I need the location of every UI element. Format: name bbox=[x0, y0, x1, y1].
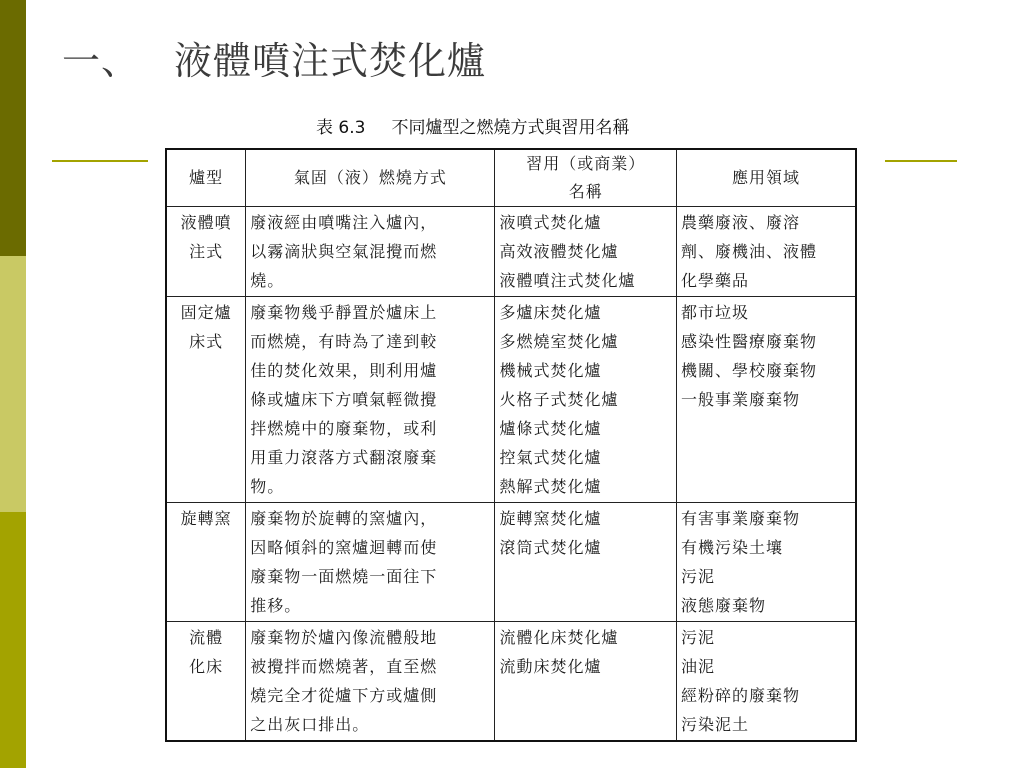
decorative-line-left bbox=[52, 160, 148, 162]
table-row bbox=[166, 297, 856, 503]
cell-names-line: 液體噴注式焚化爐 bbox=[499, 271, 636, 290]
incinerator-table bbox=[165, 148, 857, 742]
cell-names bbox=[495, 622, 676, 742]
header-name-line1: 習用（或商業） bbox=[526, 154, 646, 173]
cell-method-line: 而燃燒，有時為了達到較 bbox=[250, 332, 438, 351]
cell-type-line: 注式 bbox=[189, 242, 224, 261]
cell-names-line: 滾筒式焚化爐 bbox=[499, 538, 602, 557]
cell-type bbox=[166, 297, 246, 503]
cell-names bbox=[495, 297, 676, 503]
cell-names-line: 旋轉窯焚化爐 bbox=[499, 509, 602, 528]
cell-names-line: 熱解式焚化爐 bbox=[499, 477, 602, 496]
cell-fields-line: 農藥廢液、廢溶 bbox=[680, 213, 800, 232]
cell-method-line: 廢棄物於爐內像流體般地 bbox=[250, 628, 438, 647]
table-row bbox=[166, 622, 856, 742]
cell-names-line: 機械式焚化爐 bbox=[499, 361, 602, 380]
cell-method bbox=[246, 503, 495, 622]
header-name bbox=[495, 149, 676, 207]
cell-names-line: 高效液體焚化爐 bbox=[499, 242, 619, 261]
cell-method-line: 之出灰口排出。 bbox=[250, 715, 370, 734]
cell-method-line: 廢棄物幾乎靜置於爐床上 bbox=[250, 303, 438, 322]
cell-names bbox=[495, 503, 676, 622]
cell-names-line: 液噴式焚化爐 bbox=[499, 213, 602, 232]
cell-type-line: 床式 bbox=[189, 332, 224, 351]
table-caption bbox=[316, 113, 629, 138]
cell-fields-line: 機關、學校廢棄物 bbox=[680, 361, 817, 380]
decorative-bar-top bbox=[0, 0, 26, 256]
slide-title-text: 液體噴注式焚化爐 bbox=[174, 39, 487, 83]
header-name-line2: 名稱 bbox=[568, 182, 603, 201]
cell-type-line: 旋轉窯 bbox=[180, 509, 232, 528]
cell-fields bbox=[676, 207, 856, 297]
cell-fields-line: 一般事業廢棄物 bbox=[680, 390, 800, 409]
cell-method-line: 拌燃燒中的廢棄物，或利 bbox=[250, 419, 438, 438]
cell-type-line: 化床 bbox=[189, 657, 224, 676]
cell-method-line: 佳的焚化效果，則利用爐 bbox=[250, 361, 438, 380]
cell-fields-line: 感染性醫療廢棄物 bbox=[680, 332, 817, 351]
header-type: 爐型 bbox=[166, 149, 246, 207]
cell-fields bbox=[676, 503, 856, 622]
cell-names bbox=[495, 207, 676, 297]
cell-names-line: 爐條式焚化爐 bbox=[499, 419, 602, 438]
slide-title bbox=[62, 30, 486, 85]
cell-fields bbox=[676, 622, 856, 742]
cell-method-line: 用重力滾落方式翻滾廢棄 bbox=[250, 448, 438, 467]
cell-type bbox=[166, 622, 246, 742]
table-caption-text: 不同爐型之燃燒方式與習用名稱 bbox=[391, 118, 630, 138]
cell-type bbox=[166, 503, 246, 622]
table-row bbox=[166, 503, 856, 622]
cell-fields-line: 化學藥品 bbox=[680, 271, 749, 290]
cell-fields-line: 經粉碎的廢棄物 bbox=[680, 686, 800, 705]
cell-method-line: 廢液經由噴嘴注入爐內， bbox=[250, 213, 438, 232]
cell-method-line: 推移。 bbox=[250, 596, 302, 615]
cell-method bbox=[246, 622, 495, 742]
table-header-row bbox=[166, 149, 856, 207]
cell-method-line: 因略傾斜的窯爐迴轉而使 bbox=[250, 538, 438, 557]
cell-type bbox=[166, 207, 246, 297]
cell-fields-line: 有害事業廢棄物 bbox=[680, 509, 800, 528]
cell-method-line: 燒完全才從爐下方或爐側 bbox=[250, 686, 438, 705]
cell-method-line: 燒。 bbox=[250, 271, 285, 290]
decorative-line-right bbox=[885, 160, 957, 162]
slide-title-number: 一、 bbox=[62, 39, 141, 83]
cell-names-line: 多燃燒室焚化爐 bbox=[499, 332, 619, 351]
table-caption-number: 表 6.3 bbox=[316, 118, 366, 138]
cell-fields-line: 油泥 bbox=[680, 657, 715, 676]
table-row bbox=[166, 207, 856, 297]
cell-method-line: 條或爐床下方噴氣輕微攪 bbox=[250, 390, 438, 409]
cell-method bbox=[246, 297, 495, 503]
cell-fields-line: 污泥 bbox=[680, 567, 715, 586]
cell-type-line: 液體噴 bbox=[180, 213, 232, 232]
decorative-bar-bottom bbox=[0, 512, 26, 768]
cell-fields-line: 有機污染土壤 bbox=[680, 538, 783, 557]
cell-names-line: 流體化床焚化爐 bbox=[499, 628, 619, 647]
cell-type-line: 固定爐 bbox=[180, 303, 232, 322]
decorative-bar-middle bbox=[0, 256, 26, 512]
cell-fields-line: 污泥 bbox=[680, 628, 715, 647]
cell-fields-line: 污染泥土 bbox=[680, 715, 749, 734]
table-body bbox=[166, 207, 856, 742]
cell-method-line: 被攪拌而燃燒著，直至燃 bbox=[250, 657, 438, 676]
cell-method-line: 廢棄物於旋轉的窯爐內， bbox=[250, 509, 438, 528]
cell-method-line: 廢棄物一面燃燒一面往下 bbox=[250, 567, 438, 586]
cell-names-line: 多爐床焚化爐 bbox=[499, 303, 602, 322]
cell-fields-line: 劑、廢機油、液體 bbox=[680, 242, 817, 261]
cell-method-line: 以霧滴狀與空氣混攪而燃 bbox=[250, 242, 438, 261]
cell-names-line: 流動床焚化爐 bbox=[499, 657, 602, 676]
cell-fields-line: 液態廢棄物 bbox=[680, 596, 766, 615]
cell-fields-line: 都市垃圾 bbox=[680, 303, 749, 322]
cell-type-line: 流體 bbox=[189, 628, 224, 647]
cell-names-line: 火格子式焚化爐 bbox=[499, 390, 619, 409]
header-field: 應用領域 bbox=[676, 149, 856, 207]
cell-fields bbox=[676, 297, 856, 503]
cell-method bbox=[246, 207, 495, 297]
cell-names-line: 控氣式焚化爐 bbox=[499, 448, 602, 467]
header-method: 氣固（液）燃燒方式 bbox=[246, 149, 495, 207]
cell-method-line: 物。 bbox=[250, 477, 285, 496]
